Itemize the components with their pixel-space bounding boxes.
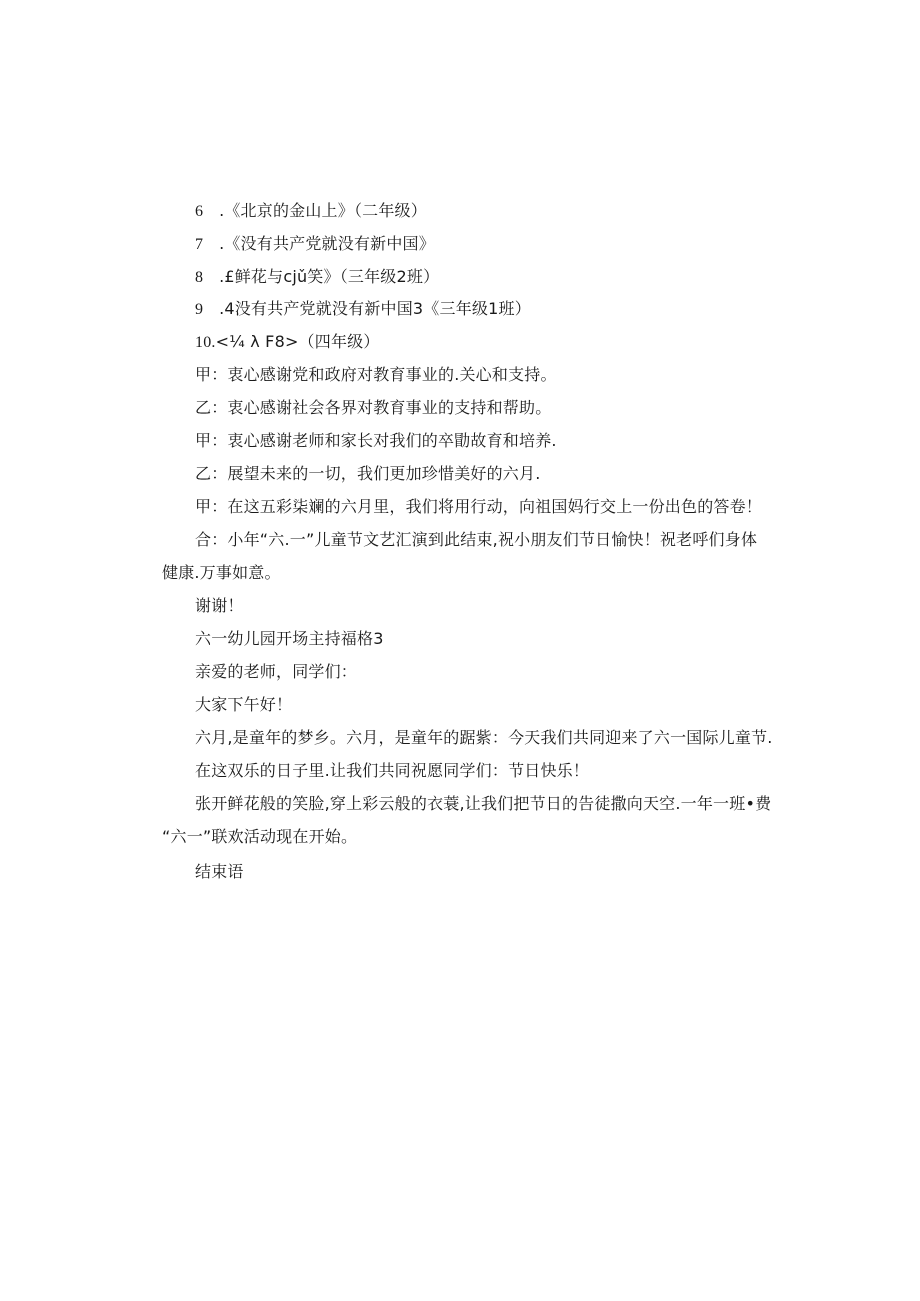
program-item-text: .《没有共产党就没有新中国》 — [219, 234, 435, 253]
paragraph-future: 乙：展望未来的一切，我们更加珍惜美好的六月. — [195, 464, 541, 483]
paragraph-thanks-party: 甲：衷心感谢党和政府对教育事业的.关心和支持。 — [195, 365, 557, 384]
paragraph-thanks-teachers: 甲：衷心感谢老师和家长对我们的卒勖故育和培养. — [195, 431, 557, 450]
paragraph-thanks-society: 乙：衷心感谢社会各界对教育事业的支持和帮助。 — [195, 398, 552, 417]
section-heading-conclusion: 结束语 — [195, 862, 244, 881]
paragraph-thank-you: 谢谢！ — [195, 596, 244, 615]
program-item-8 — [195, 267, 439, 288]
paragraph-greeting: 大家下午好！ — [195, 695, 293, 714]
paragraph-june: 六月,是童年的梦乡。六月，是童年的踞紫：今天我们共同迎来了六一国际儿童节. — [195, 728, 773, 747]
program-item-text: .£鲜花与cjǔ笑》（三年级2班） — [219, 267, 440, 286]
program-item-number: 7 — [195, 236, 204, 253]
paragraph-salutation: 亲爱的老师，同学们： — [195, 662, 358, 681]
paragraph-closing-line-2: 健康.万事如意。 — [162, 563, 281, 582]
program-item-number: 6 — [195, 203, 204, 220]
program-item-text: <¼ λ F8>（四年级） — [215, 332, 380, 351]
program-item-number: 9 — [195, 301, 204, 318]
program-item-9 — [195, 299, 531, 320]
program-item-10 — [195, 332, 380, 353]
program-item-text: .《北京的金山上》（二年级） — [219, 201, 427, 220]
program-item-number: 10. — [195, 334, 216, 351]
paragraph-opening-line-1: 张开鲜花般的笑脸,穿上彩云般的衣蓑,让我们把节日的告徒撒向天空.一年一班•费 — [195, 794, 772, 813]
section-heading: 六一幼儿园开场主持福格3 — [195, 629, 384, 648]
program-item-text: .4没有共产党就没有新中国3《三年级1班） — [219, 299, 531, 318]
paragraph-opening-line-2: “六一”联欢活动现在开始。 — [162, 827, 358, 846]
paragraph-wishes: 在这双乐的日子里.让我们共同祝愿同学们：节日快乐！ — [195, 761, 590, 780]
program-item-number: 8 — [195, 269, 204, 286]
program-item-6 — [195, 201, 427, 222]
paragraph-closing-line-1: 合：小年“六.一”儿童节文艺汇演到此结束,祝小朋友们节日愉快！祝老呼们身体 — [195, 530, 758, 549]
paragraph-action: 甲：在这五彩柒斓的六月里，我们将用行动，向祖国妈行交上一份出色的答卷！ — [195, 497, 763, 516]
program-item-7 — [195, 234, 435, 255]
